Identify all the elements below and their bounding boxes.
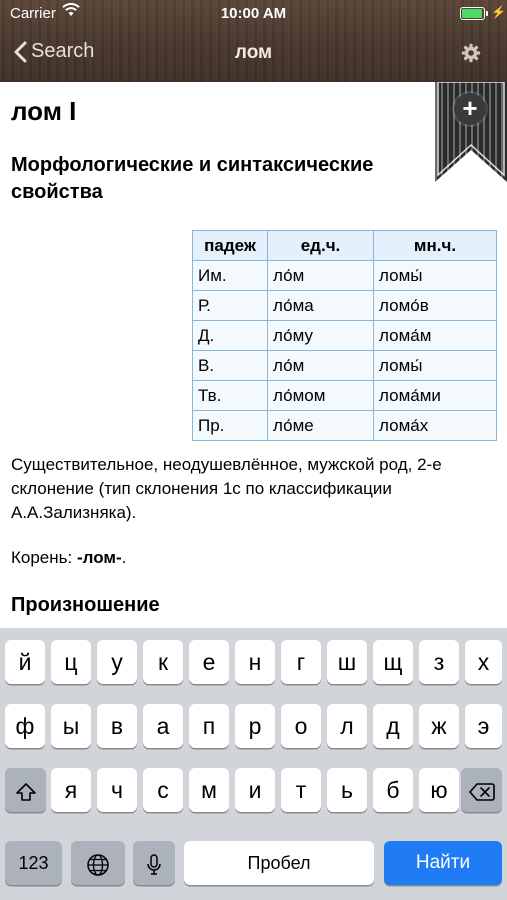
key[interactable]: щ (373, 640, 413, 684)
delete-key[interactable] (461, 768, 502, 812)
key[interactable]: я (51, 768, 91, 812)
key[interactable]: ц (51, 640, 91, 684)
add-bookmark-icon[interactable]: + (454, 93, 486, 125)
status-bar (0, 0, 507, 28)
key[interactable]: р (235, 704, 275, 748)
back-button-label: Search (31, 40, 95, 62)
table-row (193, 351, 497, 381)
key[interactable]: х (465, 640, 502, 684)
table-row (193, 291, 497, 321)
table-row (193, 261, 497, 291)
key[interactable]: ж (419, 704, 459, 748)
table-row (193, 411, 497, 441)
microphone-icon (146, 853, 162, 877)
key[interactable]: а (143, 704, 183, 748)
key[interactable]: г (281, 640, 321, 684)
singular-cell: ло́ме (268, 411, 374, 441)
root-line (11, 546, 501, 570)
morphology-heading: Морфологические и синтаксические свойства (11, 154, 374, 203)
article-content (0, 82, 507, 628)
singular-cell: ло́ма (268, 291, 374, 321)
shift-key[interactable] (5, 768, 46, 812)
key[interactable]: ф (5, 704, 45, 748)
dictation-key[interactable] (133, 841, 175, 885)
key[interactable]: н (235, 640, 275, 684)
key[interactable]: о (281, 704, 321, 748)
key[interactable]: к (143, 640, 183, 684)
key[interactable]: ч (97, 768, 137, 812)
case-cell: Р. (193, 291, 268, 321)
plural-cell: ломы́ (374, 261, 497, 291)
key[interactable]: т (281, 768, 321, 812)
plural-cell: лома́м (374, 321, 497, 351)
navigation-bar (0, 28, 507, 82)
singular-cell: ло́мом (268, 381, 374, 411)
key[interactable]: д (373, 704, 413, 748)
key[interactable]: в (97, 704, 137, 748)
root-value: -лом- (76, 548, 122, 567)
key[interactable]: и (235, 768, 275, 812)
case-cell: Пр. (193, 411, 268, 441)
battery-icon: ⚡ (460, 7, 498, 20)
nav-title: лом (234, 42, 273, 63)
globe-icon (86, 853, 110, 877)
top-header (0, 0, 507, 82)
key[interactable]: с (143, 768, 183, 812)
key[interactable]: у (97, 640, 137, 684)
key[interactable]: й (5, 640, 45, 684)
globe-key[interactable] (71, 841, 125, 885)
key[interactable]: э (465, 704, 502, 748)
key[interactable]: л (327, 704, 367, 748)
case-cell: Тв. (193, 381, 268, 411)
singular-cell: ло́м (268, 351, 374, 381)
back-button[interactable] (14, 40, 94, 63)
plural-cell: лома́х (374, 411, 497, 441)
table-row (193, 321, 497, 351)
key[interactable]: ю (419, 768, 459, 812)
column-header: ед.ч. (268, 231, 374, 261)
shift-icon (15, 782, 37, 802)
key[interactable]: е (189, 640, 229, 684)
key[interactable]: ы (51, 704, 91, 748)
status-time: 10:00 AM (220, 5, 287, 22)
pronunciation-heading: Произношение (11, 594, 160, 616)
case-cell: В. (193, 351, 268, 381)
backspace-icon (469, 782, 495, 802)
key[interactable]: м (189, 768, 229, 812)
description-text: Существительное, неодушевлённое, мужской род, 2-е склонение (тип склонения 1c по классификации А.А.Зализняка). (11, 455, 442, 522)
gear-icon[interactable] (461, 43, 481, 68)
numbers-key[interactable]: 123 (5, 841, 62, 885)
table-header-row (193, 231, 497, 261)
keyboard (0, 628, 507, 900)
declension-table (192, 230, 497, 441)
singular-cell: ло́м (268, 261, 374, 291)
case-cell: Д. (193, 321, 268, 351)
column-header: падеж (193, 231, 268, 261)
key[interactable]: ш (327, 640, 367, 684)
plural-cell: лома́ми (374, 381, 497, 411)
space-key[interactable]: Пробел (184, 841, 374, 885)
key[interactable]: з (419, 640, 459, 684)
plural-cell: ломы́ (374, 351, 497, 381)
plural-cell: ломо́в (374, 291, 497, 321)
chevron-left-icon (14, 41, 27, 63)
key[interactable]: б (373, 768, 413, 812)
search-go-key[interactable]: Найти (384, 841, 502, 885)
carrier-label: Carrier (10, 5, 56, 22)
singular-cell: ло́му (268, 321, 374, 351)
column-header: мн.ч. (374, 231, 497, 261)
root-suffix: . (121, 548, 127, 567)
key[interactable]: ь (327, 768, 367, 812)
root-label: Корень: (11, 548, 77, 567)
case-cell: Им. (193, 261, 268, 291)
table-row (193, 381, 497, 411)
word-title: лом I (11, 96, 77, 126)
key[interactable]: п (189, 704, 229, 748)
